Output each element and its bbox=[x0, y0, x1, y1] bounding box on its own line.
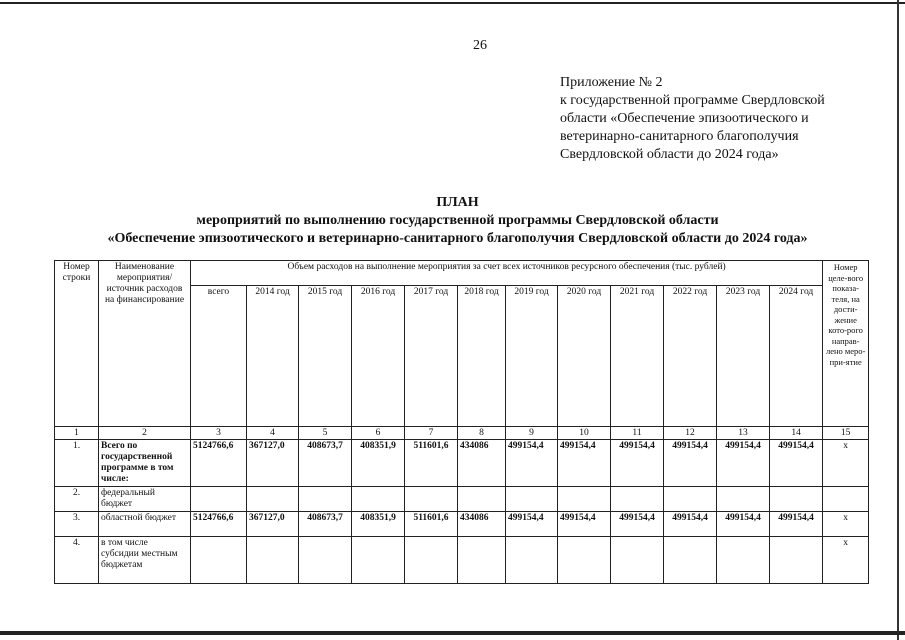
row-number: 2. bbox=[55, 487, 99, 512]
value-cell: 511601,6 bbox=[405, 512, 458, 537]
value-cell bbox=[191, 537, 247, 584]
value-cell: 499154,4 bbox=[717, 512, 770, 537]
value-cell: 367127,0 bbox=[247, 440, 299, 487]
header-year: 2017 год bbox=[405, 286, 458, 427]
value-cell: 499154,4 bbox=[506, 440, 558, 487]
appendix-line: Приложение № 2 bbox=[560, 75, 663, 90]
value-cell: 499154,4 bbox=[611, 512, 664, 537]
indicator-cell: х bbox=[823, 440, 869, 487]
page-number: 26 bbox=[473, 38, 487, 53]
header-year: всего bbox=[191, 286, 247, 427]
value-cell: 499154,4 bbox=[664, 512, 717, 537]
header-name: Наименование мероприятия/ источник расходов на финансирование bbox=[99, 261, 191, 427]
scan-edge-right bbox=[897, 0, 899, 640]
value-cell bbox=[558, 537, 611, 584]
header-volume: Объем расходов на выполнение мероприятия за счет всех источников ресурсного обеспечения (тыс. рублей) bbox=[191, 261, 823, 286]
value-cell: 499154,4 bbox=[558, 440, 611, 487]
column-number: 3 bbox=[191, 427, 247, 440]
value-cell bbox=[405, 537, 458, 584]
header-year: 2018 год bbox=[458, 286, 506, 427]
column-number: 12 bbox=[664, 427, 717, 440]
header-indicator: Номер целе-вого показа-теля, на дости-жение кото-рого направ-лено меро-при-ятие bbox=[823, 261, 869, 427]
column-number: 15 bbox=[823, 427, 869, 440]
value-cell: 408673,7 bbox=[299, 512, 352, 537]
value-cell bbox=[506, 487, 558, 512]
value-cell: 499154,4 bbox=[770, 440, 823, 487]
title-heading: ПЛАН bbox=[436, 195, 479, 210]
value-cell bbox=[770, 537, 823, 584]
column-number: 6 bbox=[352, 427, 405, 440]
value-cell: 499154,4 bbox=[717, 440, 770, 487]
value-cell: 5124766,6 bbox=[191, 440, 247, 487]
value-cell bbox=[458, 537, 506, 584]
value-cell: 408673,7 bbox=[299, 440, 352, 487]
value-cell: 408351,9 bbox=[352, 512, 405, 537]
value-cell: 408351,9 bbox=[352, 440, 405, 487]
row-number: 1. bbox=[55, 440, 99, 487]
indicator-cell: х bbox=[823, 512, 869, 537]
appendix-line: к государственной программе Свердловской bbox=[560, 93, 825, 108]
plan-table bbox=[54, 260, 869, 584]
table-row bbox=[55, 487, 869, 512]
row-name: Всего по государственной программе в том числе: bbox=[99, 440, 191, 487]
appendix-line: области «Обеспечение эпизоотического и bbox=[560, 111, 809, 126]
title-line: «Обеспечение эпизоотического и ветеринарно-санитарного благополучия Свердловской области до 2024 года» bbox=[107, 231, 808, 246]
value-cell bbox=[247, 537, 299, 584]
value-cell bbox=[191, 487, 247, 512]
column-number: 7 bbox=[405, 427, 458, 440]
header-year: 2022 год bbox=[664, 286, 717, 427]
indicator-cell: х bbox=[823, 537, 869, 584]
header-year: 2023 год bbox=[717, 286, 770, 427]
value-cell bbox=[558, 487, 611, 512]
value-cell bbox=[405, 487, 458, 512]
value-cell bbox=[664, 487, 717, 512]
value-cell bbox=[458, 487, 506, 512]
value-cell bbox=[299, 487, 352, 512]
header-row-number: Номер строки bbox=[55, 261, 99, 427]
column-number: 8 bbox=[458, 427, 506, 440]
value-cell: 5124766,6 bbox=[191, 512, 247, 537]
value-cell bbox=[611, 487, 664, 512]
value-cell: 499154,4 bbox=[506, 512, 558, 537]
value-cell bbox=[717, 537, 770, 584]
value-cell bbox=[611, 537, 664, 584]
header-year: 2019 год bbox=[506, 286, 558, 427]
scan-edge-top bbox=[0, 2, 905, 4]
column-number: 5 bbox=[299, 427, 352, 440]
column-number: 1 bbox=[55, 427, 99, 440]
header-year: 2020 год bbox=[558, 286, 611, 427]
table-row bbox=[55, 537, 869, 584]
value-cell bbox=[352, 487, 405, 512]
scan-edge-bottom bbox=[0, 631, 905, 635]
value-cell: 499154,4 bbox=[664, 440, 717, 487]
row-number: 3. bbox=[55, 512, 99, 537]
value-cell bbox=[247, 487, 299, 512]
indicator-cell bbox=[823, 487, 869, 512]
row-name: в том числе субсидии местным бюджетам bbox=[99, 537, 191, 584]
column-number: 2 bbox=[99, 427, 191, 440]
value-cell bbox=[664, 537, 717, 584]
value-cell: 499154,4 bbox=[611, 440, 664, 487]
column-number: 11 bbox=[611, 427, 664, 440]
value-cell: 367127,0 bbox=[247, 512, 299, 537]
value-cell bbox=[770, 487, 823, 512]
appendix-line: ветеринарно-санитарного благополучия bbox=[560, 129, 799, 144]
document-title bbox=[40, 194, 875, 248]
value-cell: 511601,6 bbox=[405, 440, 458, 487]
header-year: 2021 год bbox=[611, 286, 664, 427]
column-number: 4 bbox=[247, 427, 299, 440]
header-year: 2014 год bbox=[247, 286, 299, 427]
value-cell bbox=[506, 537, 558, 584]
table-row bbox=[55, 440, 869, 487]
header-year: 2024 год bbox=[770, 286, 823, 427]
header-year: 2015 год bbox=[299, 286, 352, 427]
row-number: 4. bbox=[55, 537, 99, 584]
appendix-line: Свердловской области до 2024 года» bbox=[560, 147, 779, 162]
appendix-note bbox=[560, 74, 825, 164]
row-name: федеральный бюджет bbox=[99, 487, 191, 512]
value-cell bbox=[717, 487, 770, 512]
column-number: 10 bbox=[558, 427, 611, 440]
column-number: 13 bbox=[717, 427, 770, 440]
value-cell: 434086 bbox=[458, 512, 506, 537]
table-row bbox=[55, 512, 869, 537]
title-line: мероприятий по выполнению государственной программы Свердловской области bbox=[196, 213, 719, 228]
header-year: 2016 год bbox=[352, 286, 405, 427]
value-cell bbox=[299, 537, 352, 584]
row-name: областной бюджет bbox=[99, 512, 191, 537]
value-cell: 434086 bbox=[458, 440, 506, 487]
value-cell: 499154,4 bbox=[558, 512, 611, 537]
value-cell: 499154,4 bbox=[770, 512, 823, 537]
value-cell bbox=[352, 537, 405, 584]
column-number: 9 bbox=[506, 427, 558, 440]
column-number: 14 bbox=[770, 427, 823, 440]
